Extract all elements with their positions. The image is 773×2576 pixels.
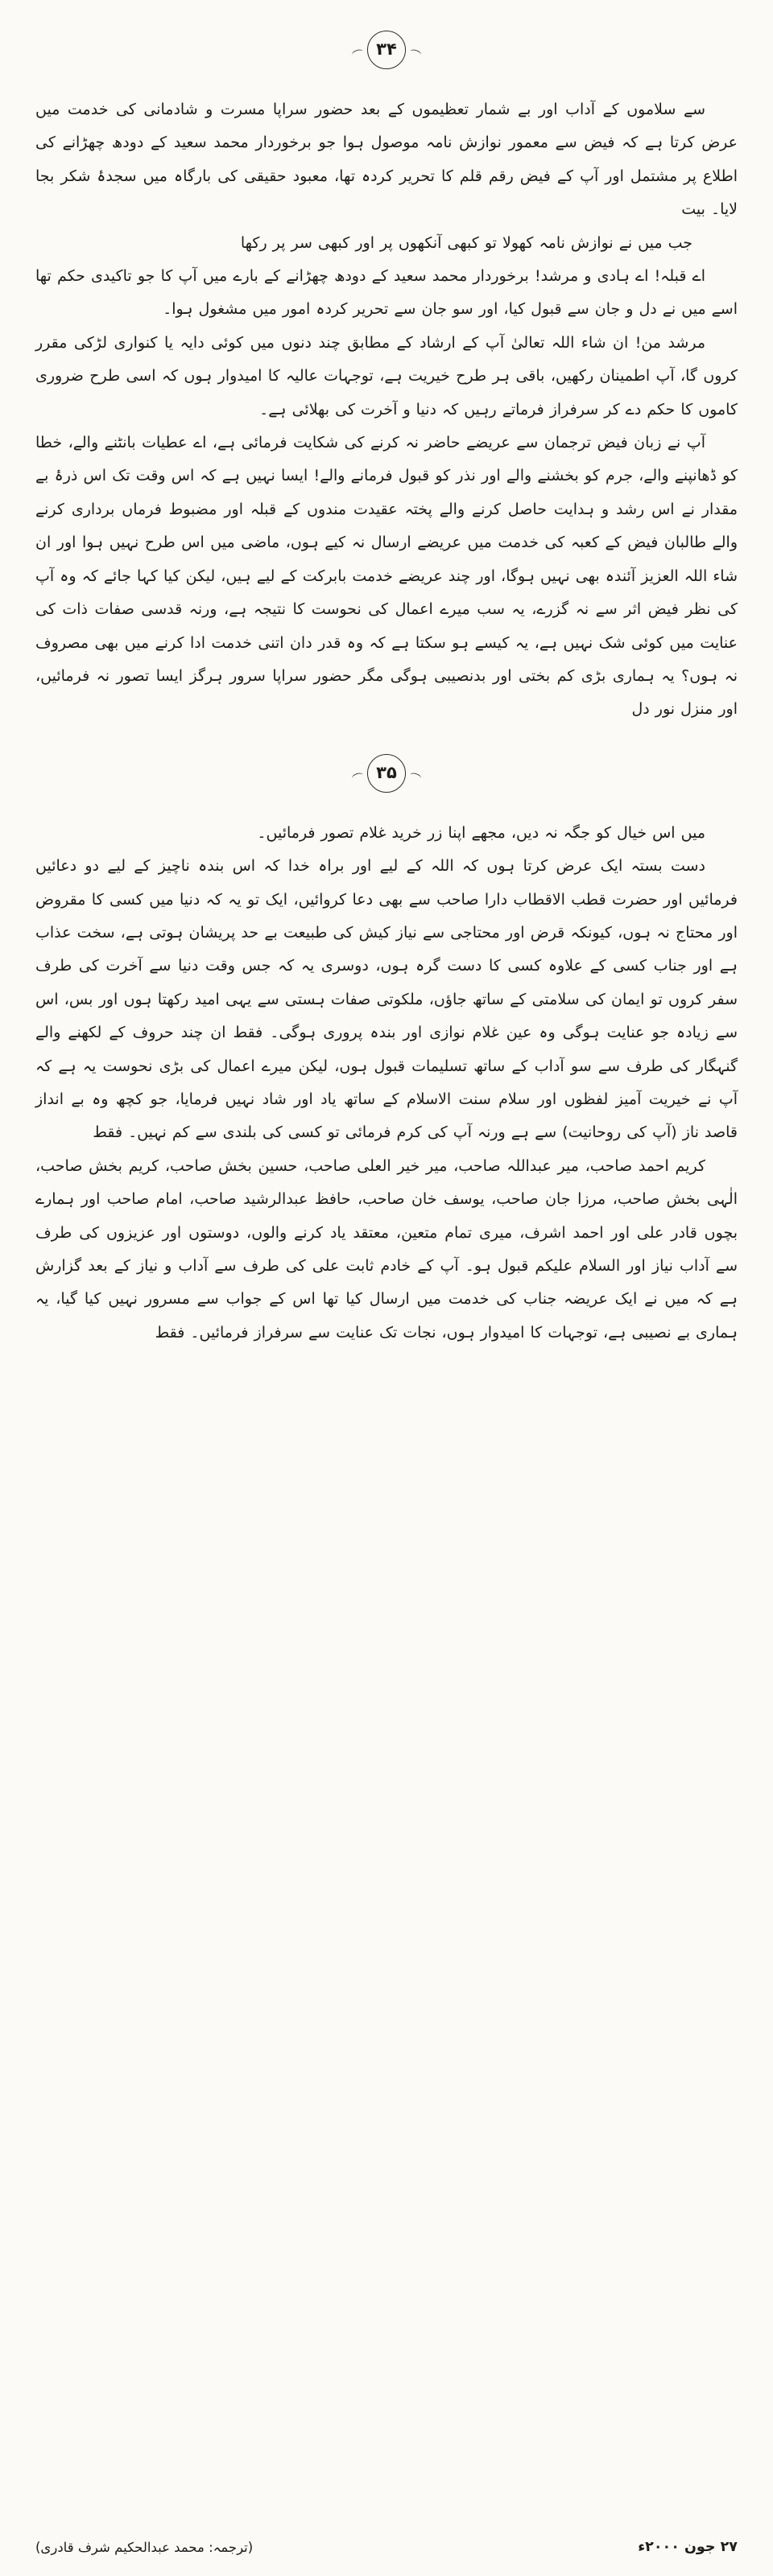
translator-credit: (ترجمہ: محمد عبدالحکیم شرف قادری) [35,2540,254,2555]
paragraph: آپ نے زبان فیض ترجمان سے عریضے حاضر نہ کرنے کی شکایت فرمائی ہے، اے عطیات بانٹنے والے، خطا کو ڈھانپنے والے، جرم کو بخشنے والے اور نذر کو قبول فرمانے والے! ایسا نہیں ہے کہ اس وقت تک اس ذرۂ بے مقدار نے اس رشد و ہدایت حاصل کرنے والے پختہ عقیدت مندوں کے قبلہ اور مضبوط فرماں برداری کرنے والے طالبان فیض کے کعبہ کی خدمت میں عریضے ارسال نہ کیے ہوں، ماضی میں اس طرح نہیں ہوا اور ان شاء اللہ العزیز آئندہ بھی نہیں ہوگا، اور چند عریضے خدمت بابرکت کے لیے ہیں، لیکن کیا کہا جائے کہ وہ آپ کی نظر فیض اثر سے نہ گزرے، یہ سب میرے اعمال کی نحوست کا نتیجہ ہے، ورنہ قدسی صفات ذات کی عنایت میں کوئی شک نہیں ہے، یہ کیسے ہو سکتا ہے کہ وہ قدر دان اتنی خدمت ادا کرنے میں بھی مصروف نہ ہوں؟ یہ ہماری بڑی کم بختی اور بدنصیبی ہوگی مگر حضور سراپا سرور ہرگز ایسا تصور نہ فرمائیں، اور منزل نور دل [35,434,738,719]
paragraph: کریم احمد صاحب، میر عبداللہ صاحب، میر خیر العلی صاحب، حسین بخش صاحب، کریم بخش صاحب، الٰہی بخش صاحب، مرزا جان صاحب، یوسف خان صاحب، حافظ عبدالرشید صاحب، امام صاحب اور ہمارے بچوں قادر علی اور احمد اشرف، میری تمام متعین، معتقد یاد کرنے والوں، دوستوں اور عزیزوں کی طرف سے آداب نیاز اور السلام علیکم قبول ہو۔ آپ کے خادم ثابت علی کی طرف سے آداب و نیاز کے بعد گزارش ہے کہ میں نے ایک عریضہ جناب کی خدمت میں ارسال کیا تھا اس کے جواب سے مسرور نہیں کیا گیا، یہ ہماری بے نصیبی ہے، توجہات کا امیدوار ہوں، نجات تک عنایت سے سرفراز فرمائیں۔ فقط [35,1156,738,1342]
page-footer [35,2539,738,2555]
paragraph: مرشد من! ان شاء اللہ تعالیٰ آپ کے ارشاد کے مطابق چند دنوں میں کوئی دایہ یا کنواری لڑکی مقرر کروں گا، آپ اطمینان رکھیں، باقی ہر طرح خیریت ہے، توجہات عالیہ کا امیدوار ہوں کہ اسی طرح ضروری کاموں کا حکم دے کر سرفراز فرماتے رہیں کہ دنیا و آخرت کی بھلائی ہے۔ [35,333,738,418]
section-number: ۳۴ [367,31,406,69]
section-number: ۳۵ [367,754,406,793]
section-35 [35,754,738,1350]
paragraph: سے سلاموں کے آداب اور بے شمار تعظیموں کے بعد حضور سراپا مسرت و شادمانی کی خدمت میں عرض کرتا ہے کہ فیض سے معمور نوازش نامہ موصول ہوا جو برخوردار محمد سعید کے دودھ چھڑانے کی اطلاع پر مشتمل اور آپ کے فیض رقم قلم کا تحریر کردہ تھا، معبود حقیقی کی بارگاہ میں سجدۂ شکر بجا لایا۔ بیت [35,101,738,219]
page-content [35,19,738,2502]
verse-line: جب میں نے نوازش نامہ کھولا تو کبھی آنکھوں پر اور کبھی سر پر رکھا [240,233,692,252]
paragraph: اے قبلہ! اے ہادی و مرشد! برخوردار محمد سعید کے دودھ چھڑانے کے بارے میں آپ کا جو تاکیدی حکم تھا اسے میں نے دل و جان سے قبول کیا، اور سو جان سے تحریر کردہ امور میں مشغول ہوا۔ [35,267,738,319]
section-number-badge [35,31,738,69]
section-number-badge [35,754,738,793]
letter-date: ۲۷ جون ۲۰۰۰ء [638,2539,738,2555]
paragraph: میں اس خیال کو جگہ نہ دیں، مجھے اپنا زر خرید غلام تصور فرمائیں۔ [257,823,705,842]
paragraph: دست بستہ ایک عرض کرتا ہوں کہ اللہ کے لیے اور براہ خدا کہ اس بندہ ناچیز کے لیے دو دعائیں فرمائیں اور حضرت قطب الاقطاب دارا صاحب سے بھی دعا کروائیں، ایک تو یہ کہ دنیا میں کسی کا مقروض اور محتاج نہ ہوں، کیونکہ قرض اور محتاجی سے نیاز کیش کی طبیعت بے حد پریشان ہوتی ہے، سخت عذاب ہے اور جناب کسی کے علاوہ کسی کا دست گرہ ہوں، دوسری یہ کہ جس وقت دنیا سے آخرت کی طرف سفر کروں تو ایمان کی سلامتی کے ساتھ جاؤں، ملکوتی صفات ہستی سے یہی امید رکھتا ہوں اور بس، اس سے زیادہ جو عنایت ہوگی وہ عین غلام نوازی اور بندہ پروری ہوگی۔ فقط ان چند حروف کے لکھنے والے گنہگار کی طرف سے سو آداب کے ساتھ تسلیمات قبول ہوں، لیکن میرے اعمال کی بڑی نحوست یہ ہے کہ آپ نے خیریت آمیز لفظوں اور سلام سنت الاسلام کے ساتھ یاد اور شاد نہیں فرمایا، جو کچھ وہ بے انداز قاصد ناز (آپ کی روحانیت) سے ہے ورنہ آپ کی کرم فرمائی تو کسی کی بلندی سے کم نہیں۔ فقط [35,857,738,1142]
section-34 [35,31,738,727]
